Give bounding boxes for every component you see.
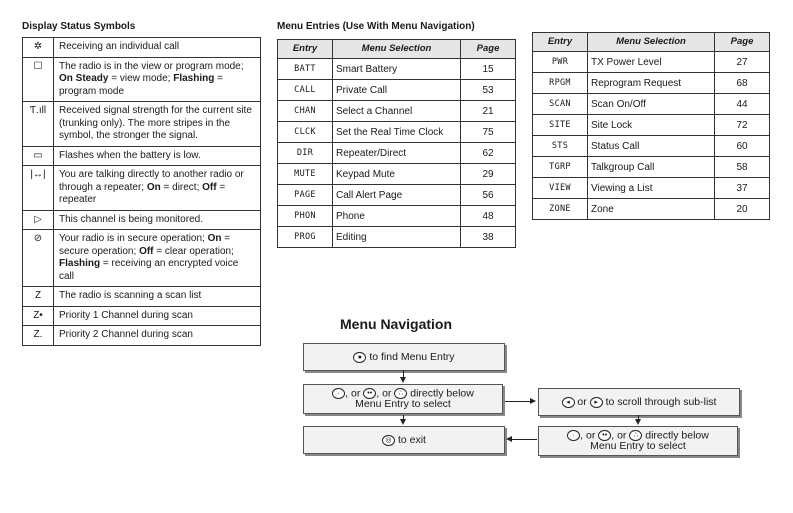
arrow-right bbox=[505, 401, 531, 402]
menu-selection: Select a Channel bbox=[333, 101, 461, 122]
menu-row bbox=[278, 122, 516, 143]
menu-row bbox=[533, 199, 770, 220]
menu-page: 75 bbox=[461, 122, 516, 143]
menu-row bbox=[533, 52, 770, 73]
center-softkey-icon: •• bbox=[363, 388, 376, 399]
status-row bbox=[23, 57, 261, 102]
find-menu-entry-box bbox=[303, 343, 505, 371]
page-header: Page bbox=[715, 33, 770, 52]
arrow-head-left bbox=[506, 436, 512, 442]
description-part: = receiving an encrypted voice call bbox=[59, 258, 239, 282]
left-softkey-icon: · bbox=[567, 430, 580, 441]
menu-selection: Viewing a List bbox=[588, 178, 715, 199]
description-part: = program mode bbox=[59, 73, 223, 97]
menu-row bbox=[533, 136, 770, 157]
right-softkey-icon: ∴ bbox=[394, 388, 407, 399]
menu-row bbox=[278, 185, 516, 206]
menu-page: 48 bbox=[461, 206, 516, 227]
menu-selection: Smart Battery bbox=[333, 59, 461, 80]
menu-entry: PWR bbox=[533, 52, 588, 73]
status-description: Priority 1 Channel during scan bbox=[54, 306, 261, 326]
menu-entry: SITE bbox=[533, 115, 588, 136]
status-description: This channel is being monitored. bbox=[54, 210, 261, 230]
status-row bbox=[23, 210, 261, 230]
arrow-head-right bbox=[530, 398, 536, 404]
select-entry-box-2 bbox=[538, 426, 738, 456]
menu-row bbox=[533, 73, 770, 94]
menu-page: 58 bbox=[715, 157, 770, 178]
menu-page: 53 bbox=[461, 80, 516, 101]
status-description bbox=[54, 230, 261, 287]
description-part: = secure operation; bbox=[59, 233, 231, 257]
menu-entry: PHON bbox=[278, 206, 333, 227]
menu-selection: Site Lock bbox=[588, 115, 715, 136]
menu-selection: Repeater/Direct bbox=[333, 143, 461, 164]
description-part: = direct; bbox=[160, 181, 203, 193]
status-description: Received signal strength for the current site (trunking only). The more stripes in the symbol, the stronger the signal. bbox=[54, 102, 261, 147]
description-part: Off bbox=[139, 245, 154, 257]
menu-entries-table-2 bbox=[532, 32, 770, 220]
menu-entry: BATT bbox=[278, 59, 333, 80]
status-section-title: Display Status Symbols bbox=[22, 21, 136, 32]
menu-page: 44 bbox=[715, 94, 770, 115]
entry-header: Entry bbox=[533, 33, 588, 52]
monitor-icon: ▷ bbox=[23, 210, 54, 230]
menu-entry: MUTE bbox=[278, 164, 333, 185]
direct-icon: |↔| bbox=[23, 166, 54, 211]
description-part: Your radio is in secure operation; bbox=[59, 233, 208, 244]
menu-page: 62 bbox=[461, 143, 516, 164]
receiving-call-icon: ✲ bbox=[23, 38, 54, 58]
description-part: Off bbox=[202, 181, 217, 193]
status-row bbox=[23, 102, 261, 147]
description-part: = view mode; bbox=[108, 73, 174, 84]
status-row bbox=[23, 38, 261, 58]
menu-row bbox=[278, 59, 516, 80]
menu-entry: STS bbox=[533, 136, 588, 157]
status-description: Priority 2 Channel during scan bbox=[54, 326, 261, 346]
secure-icon: ⊘ bbox=[23, 230, 54, 287]
exit-box bbox=[303, 426, 505, 454]
menu-entry: ZONE bbox=[533, 199, 588, 220]
menu-page: 60 bbox=[715, 136, 770, 157]
description-part: The radio is in the view or program mode; bbox=[59, 60, 244, 72]
nav-title: Menu Navigation bbox=[340, 316, 453, 332]
select-line1: directly below bbox=[642, 429, 709, 442]
or-text: , or bbox=[345, 387, 364, 400]
menu-selection: Set the Real Time Clock bbox=[333, 122, 461, 143]
select-line2: Menu Entry to select bbox=[355, 398, 451, 411]
status-symbols-table bbox=[22, 37, 261, 346]
menu-row bbox=[533, 94, 770, 115]
or-text: , or bbox=[611, 429, 630, 442]
menu-entry: TGRP bbox=[533, 157, 588, 178]
menu-selection: Zone bbox=[588, 199, 715, 220]
or-text: , or bbox=[376, 387, 395, 400]
menu-page: 56 bbox=[461, 185, 516, 206]
description-part: On bbox=[146, 181, 161, 193]
menu-entry: DIR bbox=[278, 143, 333, 164]
status-row bbox=[23, 287, 261, 307]
menu-page: 68 bbox=[715, 73, 770, 94]
description-part: Flashing bbox=[59, 258, 101, 269]
menu-row bbox=[278, 227, 516, 248]
menu-selection: Keypad Mute bbox=[333, 164, 461, 185]
menu-selection: TX Power Level bbox=[588, 52, 715, 73]
menu-selection: Reprogram Request bbox=[588, 73, 715, 94]
menu-selection: Talkgroup Call bbox=[588, 157, 715, 178]
menu-row bbox=[278, 164, 516, 185]
status-description: Flashes when the battery is low. bbox=[54, 146, 261, 166]
center-softkey-icon: •• bbox=[598, 430, 611, 441]
menu-entry: PAGE bbox=[278, 185, 333, 206]
menu-entry: CHAN bbox=[278, 101, 333, 122]
select-line2: Menu Entry to select bbox=[590, 440, 686, 453]
status-row bbox=[23, 146, 261, 166]
scroll-left-icon: ◂ bbox=[562, 397, 575, 408]
menu-entry: PROG bbox=[278, 227, 333, 248]
find-text: to find Menu Entry bbox=[366, 351, 455, 363]
scan-icon: Z bbox=[23, 287, 54, 307]
or-text: , or bbox=[580, 429, 599, 442]
battery-icon: ▭ bbox=[23, 146, 54, 166]
menu-page: 27 bbox=[715, 52, 770, 73]
priority-2-scan-icon: Z. bbox=[23, 326, 54, 346]
right-softkey-icon: ∴ bbox=[629, 430, 642, 441]
description-part: = clear operation; bbox=[153, 245, 234, 257]
scroll-right-icon: ▸ bbox=[590, 397, 603, 408]
menu-entry: RPGM bbox=[533, 73, 588, 94]
menu-page: 37 bbox=[715, 178, 770, 199]
status-description bbox=[54, 57, 261, 102]
selection-header: Menu Selection bbox=[588, 33, 715, 52]
menu-entry: CLCK bbox=[278, 122, 333, 143]
menu-selection: Call Alert Page bbox=[333, 185, 461, 206]
description-part: On Steady bbox=[59, 73, 109, 84]
scroll-text: to scroll through sub-list bbox=[602, 396, 717, 408]
menu-entries-table-1 bbox=[277, 39, 516, 248]
menu-page: 15 bbox=[461, 59, 516, 80]
page-header: Page bbox=[461, 40, 516, 59]
select-line1: directly below bbox=[407, 387, 474, 400]
menu-row bbox=[278, 143, 516, 164]
arrow-head-down-2 bbox=[400, 419, 406, 425]
menu-entry: SCAN bbox=[533, 94, 588, 115]
menu-page: 38 bbox=[461, 227, 516, 248]
menu-selection: Phone bbox=[333, 206, 461, 227]
menu-selection: Editing bbox=[333, 227, 461, 248]
menu-row bbox=[533, 178, 770, 199]
status-description: Receiving an individual call bbox=[54, 38, 261, 58]
description-part: On bbox=[207, 233, 222, 244]
mode-square-icon: ☐ bbox=[23, 57, 54, 102]
description-part: = repeater bbox=[59, 181, 226, 205]
entry-header: Entry bbox=[278, 40, 333, 59]
selection-header: Menu Selection bbox=[333, 40, 461, 59]
or-text: or bbox=[574, 396, 590, 408]
arrow-head-down-3 bbox=[635, 419, 641, 425]
menu-row bbox=[533, 115, 770, 136]
status-row bbox=[23, 326, 261, 346]
menu-page: 20 bbox=[715, 199, 770, 220]
menu-entry: CALL bbox=[278, 80, 333, 101]
status-description bbox=[54, 166, 261, 211]
description-part: You are talking directly to another radio or through a repeater; bbox=[59, 169, 244, 193]
status-description: The radio is scanning a scan list bbox=[54, 287, 261, 307]
menu-selection: Private Call bbox=[333, 80, 461, 101]
menu-section-title: Menu Entries (Use With Menu Navigation) bbox=[277, 21, 475, 32]
left-softkey-icon: · bbox=[332, 388, 345, 399]
exit-text: to exit bbox=[395, 434, 426, 446]
menu-row bbox=[278, 206, 516, 227]
arrow-left bbox=[512, 439, 537, 440]
menu-row bbox=[278, 80, 516, 101]
menu-selection: Status Call bbox=[588, 136, 715, 157]
menu-page: 21 bbox=[461, 101, 516, 122]
menu-row bbox=[278, 101, 516, 122]
signal-strength-icon: Ƭ.ıll bbox=[23, 102, 54, 147]
select-entry-box bbox=[303, 384, 503, 414]
priority-1-scan-icon: Z• bbox=[23, 306, 54, 326]
description-part: Flashing bbox=[173, 73, 215, 84]
menu-row bbox=[533, 157, 770, 178]
menu-selection: Scan On/Off bbox=[588, 94, 715, 115]
arrow-head-down-1 bbox=[400, 377, 406, 383]
status-row bbox=[23, 166, 261, 211]
menu-page: 29 bbox=[461, 164, 516, 185]
menu-page: 72 bbox=[715, 115, 770, 136]
menu-entry: VIEW bbox=[533, 178, 588, 199]
status-row bbox=[23, 230, 261, 287]
exit-button-icon: ◎ bbox=[382, 435, 395, 446]
scroll-sublist-box bbox=[538, 388, 740, 416]
status-row bbox=[23, 306, 261, 326]
home-button-icon: ● bbox=[353, 352, 366, 363]
